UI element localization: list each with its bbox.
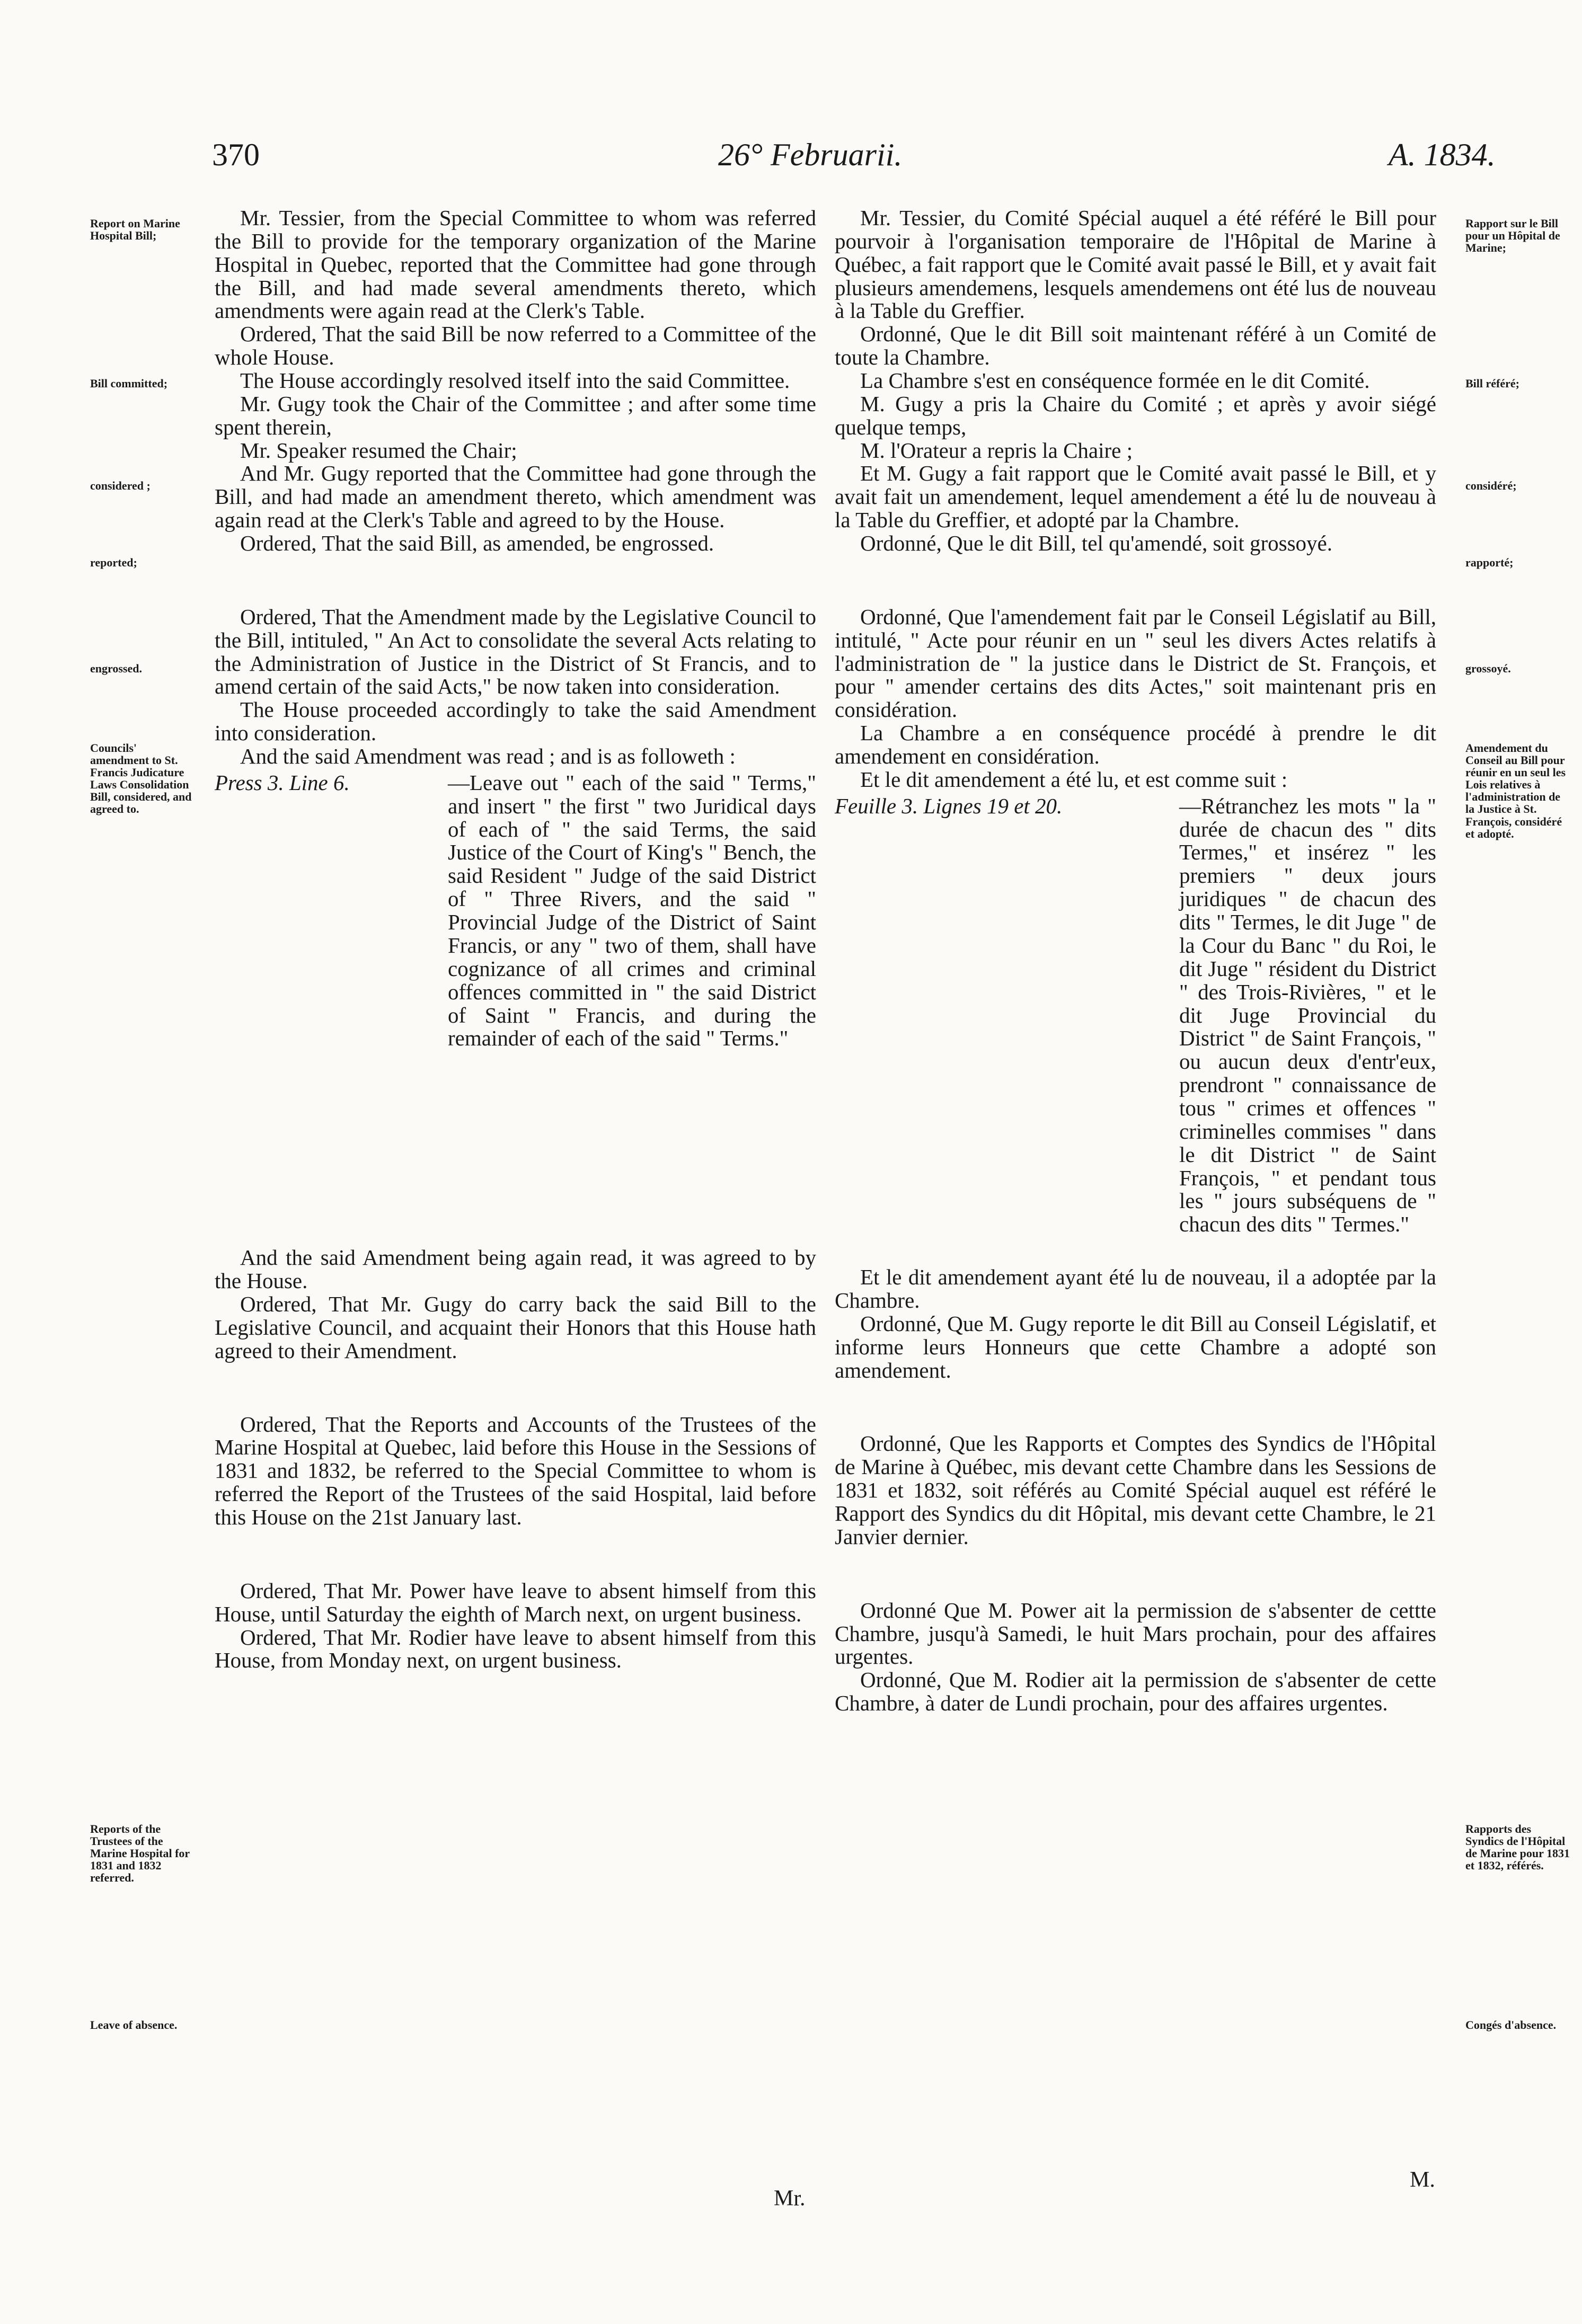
margin-note-left: considered ; [90, 479, 151, 492]
margin-note-right: Rapports des Syndics de l'Hôpital de Marine pour 1831 et 1832, référés. [1465, 1822, 1570, 1873]
paragraph: Mr. Tessier, from the Special Committee to whom was referred the Bill to provide for the temporary organization of the Marine Hospital in Quebec, reported that the Committee had gone through the Bill, and had made several amendments thereto, which amendments were again read at the Clerk's Table. [215, 206, 816, 323]
margin-note-right: rapporté; [1465, 556, 1514, 569]
paragraph: Ordered, That the Reports and Accounts of the Trustees of the Marine Hospital at Quebec, laid before this House in the Sessions of 1831 and 1832, be referred to the Special Committee to whom is referred the Report of the Trustees of the said Hospital, laid before this House on the 21st January last. [215, 1412, 816, 1529]
paragraph: And the said Amendment was read ; and is as followeth : [240, 744, 736, 769]
margin-note-left: reported; [90, 556, 137, 569]
paragraph: Ordered, That Mr. Rodier have leave to absent himself from this House, from Monday next, on urgent business. [215, 1625, 816, 1673]
margin-note-left: Leave of absence. [90, 2018, 178, 2032]
margin-note-left: engrossed. [90, 662, 142, 675]
paragraph: Ordonné, Que l'amendement fait par le Conseil Législatif au Bill, intitulé, " Acte pour réunir en un " seul les divers Actes relatifs à l'administration de " la justice dans le District de St. François, et pour " amender certains des dits Actes," soit maintenant pris en considération. [835, 604, 1436, 722]
margin-note-left: Bill committed; [90, 377, 168, 390]
paragraph: The House accordingly resolved itself into the said Committee. [240, 368, 790, 393]
paragraph: Ordonné Que M. Power ait la permission de s'absenter de cettte Chambre, jusqu'à Samedi, le huit Mars prochain, pour des affaires urgentes. [835, 1598, 1436, 1669]
margin-note-right: Amendement du Conseil au Bill pour réunir en un seul les Lois relatives à l'administration de la Justice à St. François, considéré et adopté. [1465, 741, 1566, 840]
paragraph: Ordered, That the said Bill, as amended, be engrossed. [240, 531, 714, 556]
amendment-body: —Leave out " each of the said " Terms," and insert " the first " two Juridical days of each of " the said Terms, the said Justice of the Court of King's " Bench, the said Resident " Judge of the said District of " Three Rivers, and the said " Provincial Judge of the District of Saint Francis, or any " two of them, shall have cognizance of all crimes and criminal offences committed in " the said District of Saint " Francis, and during the remainder of each of the said " Terms." [448, 770, 816, 1051]
paragraph: Mr. Gugy took the Chair of the Committee ; and after some time spent therein, [215, 391, 816, 439]
amendment-text [215, 771, 816, 1050]
paragraph: Et le dit amendement ayant été lu de nouveau, il a adoptée par la Chambre. [835, 1265, 1436, 1312]
french-column [835, 207, 1436, 1715]
paragraph: La Chambre a en conséquence procédé à prendre le dit amendement en considération. [835, 721, 1436, 769]
catchword-english: Mr. [774, 2186, 806, 2211]
margin-note-left: Report on Marine Hospital Bill; [90, 217, 180, 243]
paragraph: Ordered, That Mr. Gugy do carry back the said Bill to the Legislative Council, and acquaint their Honors that this House hath agreed to their Amendment. [215, 1291, 816, 1363]
paragraph: La Chambre s'est en conséquence formée en le dit Comité. [860, 368, 1370, 393]
amendment-reference: Press 3. Line 6. [215, 770, 350, 795]
paragraph: Ordered, That Mr. Power have leave to absent himself from this House, until Saturday the eighth of March next, on urgent business. [215, 1578, 816, 1626]
margin-note-right: Bill référé; [1465, 377, 1519, 390]
paragraph: Ordonné, Que le dit Bill soit maintenant référé à un Comité de toute la Chambre. [835, 322, 1436, 370]
paragraph: Mr. Speaker resumed the Chair; [240, 438, 517, 463]
paragraph: And the said Amendment being again read, it was agreed to by the House. [215, 1245, 816, 1293]
page-number: 370 [212, 137, 260, 172]
margin-note-right: grossoyé. [1465, 662, 1511, 675]
paragraph: Et M. Gugy a fait rapport que le Comité avait passé le Bill, et y avait fait un amendement, lequel amendement a été lu de nouveau à la Table du Greffier, et adopté par la Chambre. [835, 461, 1436, 533]
paragraph: And Mr. Gugy reported that the Committee had gone through the Bill, and had made an amendment thereto, which amendment was again read at the Clerk's Table and agreed to by the House. [215, 461, 816, 533]
margin-note-left: Reports of the Trustees of the Marine Hospital for 1831 and 1832 referred. [90, 1822, 190, 1885]
paragraph: M. Gugy a pris la Chaire du Comité ; et après y avoir siégé quelque temps, [835, 391, 1436, 439]
catchword-french: M. [1410, 2168, 1435, 2192]
paragraph: M. l'Orateur a repris la Chaire ; [860, 438, 1133, 463]
header-year: A. 1834. [1389, 137, 1496, 172]
header-date: 26° Februarii. [718, 137, 903, 172]
paragraph: Ordered, That the said Bill be now referred to a Committee of the whole House. [215, 322, 816, 370]
paragraph: Ordonné, Que le dit Bill, tel qu'amendé, soit grossoyé. [860, 531, 1333, 556]
english-column [215, 207, 816, 1672]
amendment-body: —Rétranchez les mots " la " durée de chacun des " dits Termes," et insérez " les premiers " deux jours juridiques " de chacun des dits " Termes, le dit Juge " de la Cour du Banc " du Roi, le dit Juge " résident du District " des Trois-Rivières, " et le dit Juge Provincial du District " de Saint François, " ou aucun deux d'entr'eux, prendront " connaissance de tous " crimes et offences " criminelles commises " dans le dit District " de Saint François, " et pendant tous les " jours subséquens de " chacun des dits " Termes." [1179, 793, 1436, 1237]
paragraph: The House proceeded accordingly to take the said Amendment into consideration. [215, 697, 816, 746]
paragraph: Et le dit amendement a été lu, et est comme suit : [860, 767, 1288, 792]
paragraph: Ordered, That the Amendment made by the Legislative Council to the Bill, intituled, " An Act to consolidate the several Acts relating to the Administration of Justice in the District of St Francis, and to amend certain of the said Acts," be now taken into consideration. [215, 604, 816, 699]
paragraph: Ordonné, Que M. Rodier ait la permission de s'absenter de cette Chambre, à dater de Lundi prochain, pour des affaires urgentes. [835, 1667, 1436, 1716]
paragraph: Ordonné, Que M. Gugy reporte le dit Bill au Conseil Législatif, et informe leurs Honneurs que cette Chambre a adopté son amendement. [835, 1311, 1436, 1382]
amendment-reference: Feuille 3. Lignes 19 et 20. [835, 793, 1063, 818]
margin-note-right: considéré; [1465, 479, 1517, 492]
margin-note-right: Congés d'absence. [1465, 2018, 1557, 2032]
margin-note-left: Councils' amendment to St. Francis Judicature Laws Consolidation Bill, considered, and agreed to. [90, 741, 192, 816]
paragraph: Mr. Tessier, du Comité Spécial auquel a été référé le Bill pour pourvoir à l'organisation temporaire de l'Hôpital de Marine à Québec, a fait rapport que le Comité avait passé le Bill, et y avait fait plusieurs amendemens, lesquels amendemens ont été lus de nouveau à la Table du Greffier. [835, 206, 1436, 323]
amendment-text [835, 795, 1436, 1236]
paragraph: Ordonné, Que les Rapports et Comptes des Syndics de l'Hôpital de Marine à Québec, mis devant cette Chambre dans les Sessions de 1831 et 1832, soit référés au Comité Spécial auquel est référé le Rapport des Syndics du dit Hôpital, mis devant cette Chambre, le 21 Janvier dernier. [835, 1431, 1436, 1549]
margin-note-right: Rapport sur le Bill pour un Hôpital de Marine; [1465, 217, 1560, 255]
